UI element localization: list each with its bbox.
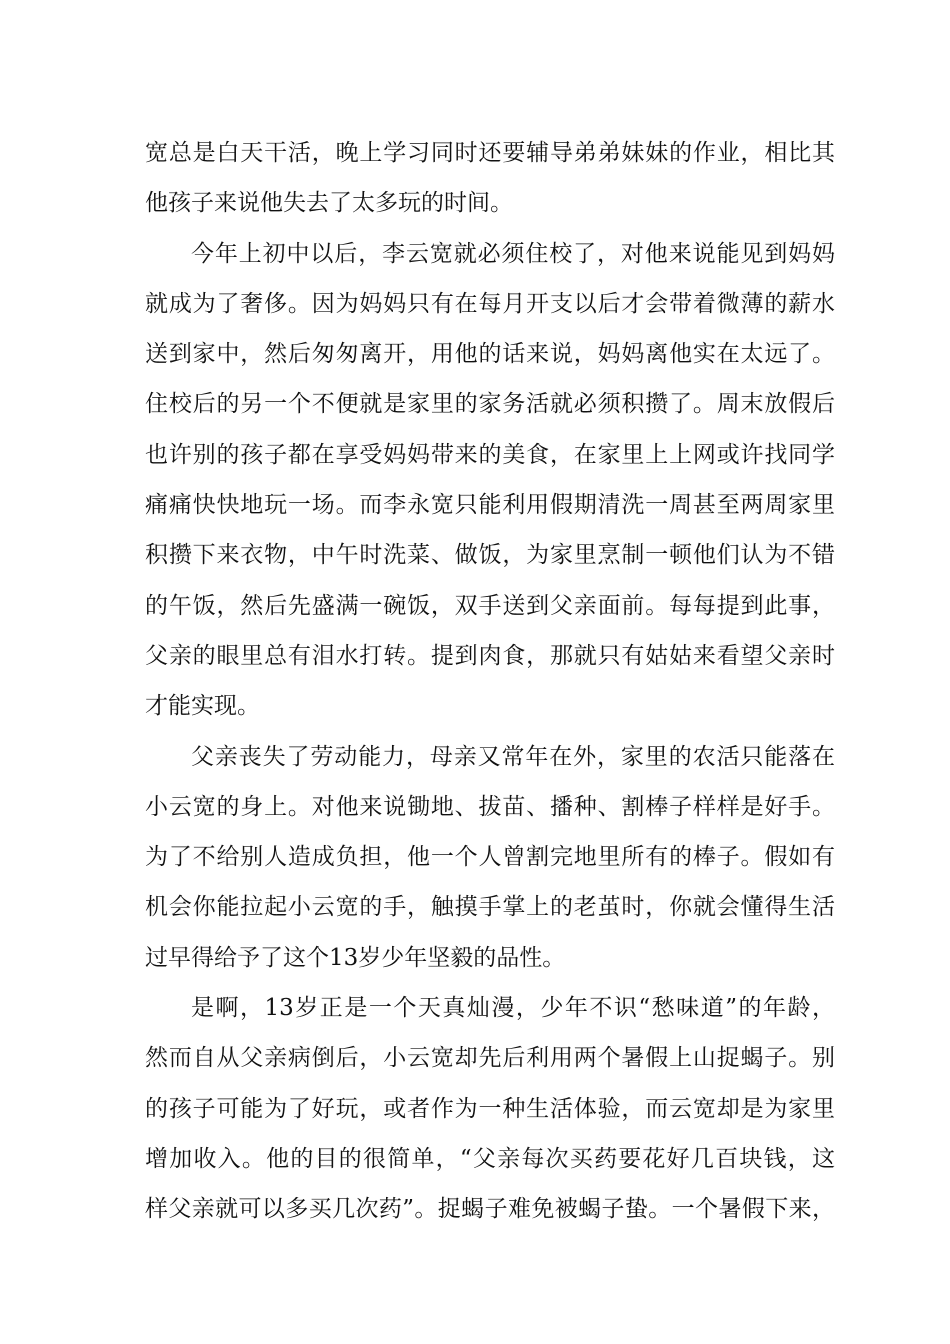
text-line: 住校后的另一个不便就是家里的家务活就必须积攒了。周末放假后: [145, 391, 835, 418]
text-line: 的午饭，然后先盛满一碗饭，双手送到父亲面前。每每提到此事，: [145, 592, 835, 619]
text-line: 就成为了奢侈。因为妈妈只有在每月开支以后才会带着微薄的薪水: [145, 290, 835, 317]
text-line: 父亲丧失了劳动能力，母亲又常年在外，家里的农活只能落在: [191, 743, 835, 770]
text-line: 痛痛快快地玩一场。而李永宽只能利用假期清洗一周甚至两周家里: [145, 492, 835, 519]
text-line: 才能实现。: [145, 693, 260, 720]
text-line: 今年上初中以后，李云宽就必须住校了，对他来说能见到妈妈: [191, 240, 835, 267]
text-line: 宽总是白天干活，晚上学习同时还要辅导弟弟妹妹的作业，相比其: [145, 140, 835, 166]
text-line: 父亲的眼里总有泪水打转。提到肉食，那就只有姑姑来看望父亲时: [145, 642, 835, 669]
text-line: 样父亲就可以多买几次药”。捉蝎子难免被蝎子蛰。一个暑假下来，: [145, 1196, 835, 1223]
text-line: 的孩子可能为了好玩，或者作为一种生活体验，而云宽却是为家里: [145, 1095, 835, 1122]
text-line: 积攒下来衣物，中午时洗菜、做饭，为家里烹制一顿他们认为不错: [145, 542, 835, 569]
text-line: 也许别的孩子都在享受妈妈带来的美食，在家里上上网或许找同学: [145, 441, 835, 468]
text-line: 为了不给别人造成负担，他一个人曾割完地里所有的棒子。假如有: [145, 844, 835, 871]
text-line: 是啊，13岁正是一个天真灿漫，少年不识“愁味道”的年龄，: [191, 995, 835, 1022]
text-line: 送到家中，然后匆匆离开，用他的话来说，妈妈离他实在太远了。: [145, 341, 835, 368]
text-line: 机会你能拉起小云宽的手，触摸手掌上的老茧时，你就会懂得生活: [145, 894, 835, 921]
text-line: 他孩子来说他失去了太多玩的时间。: [145, 190, 513, 217]
text-line: 然而自从父亲病倒后，小云宽却先后利用两个暑假上山捉蝎子。别: [145, 1045, 835, 1072]
text-line: 过早得给予了这个13岁少年坚毅的品性。: [145, 944, 566, 971]
text-line: 增加收入。他的目的很简单，“父亲每次买药要花好几百块钱，这: [145, 1145, 835, 1172]
body-text: [145, 128, 835, 1235]
text-line: 小云宽的身上。对他来说锄地、拔苗、播种、割棒子样样是好手。: [145, 793, 835, 820]
